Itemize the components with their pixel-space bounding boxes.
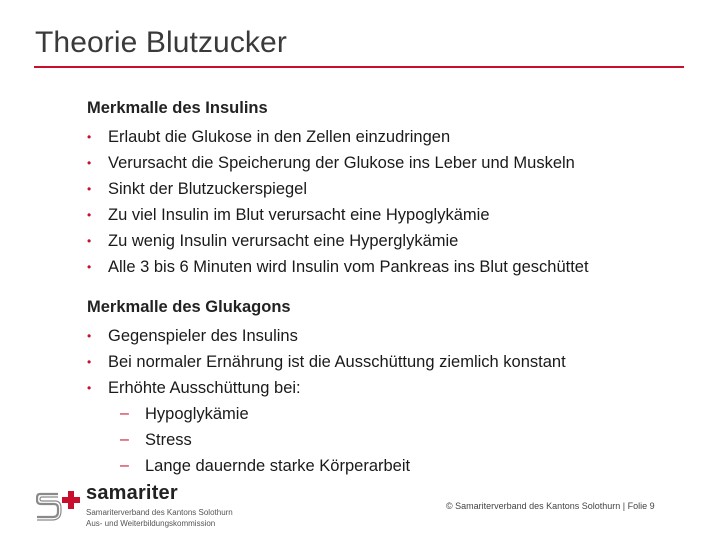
list-item [87, 375, 566, 479]
sub-list-item-text: Hypoglykämie [145, 405, 249, 423]
list-item-text: Zu viel Insulin im Blut verursacht eine Hypoglykämie [108, 206, 490, 224]
sub-list-item-text: Stress [145, 431, 192, 449]
list-item [87, 202, 589, 228]
list-item-text: Alle 3 bis 6 Minuten wird Insulin vom Pankreas ins Blut geschüttet [108, 258, 589, 276]
bullet-icon: • [87, 329, 92, 343]
slide-title: Theorie Blutzucker [35, 26, 287, 59]
section-heading-insulin: Merkmalle des Insulins [87, 99, 268, 117]
bullet-icon: • [87, 355, 92, 369]
dash-icon: – [120, 457, 129, 474]
list-item-text: Sinkt der Blutzuckerspiegel [108, 180, 308, 198]
bullet-icon: • [87, 260, 92, 274]
sub-list-item-text: Lange dauernde starke Körperarbeit [145, 457, 411, 475]
bullet-icon: • [87, 234, 92, 248]
list-item-text: Verursacht die Speicherung der Glukose ins Leber und Muskeln [108, 154, 575, 172]
list-item [87, 150, 589, 176]
list-item [87, 228, 589, 254]
list-item [87, 323, 566, 349]
list-item-text: Erlaubt die Glukose in den Zellen einzudringen [108, 128, 451, 146]
bullet-icon: • [87, 130, 92, 144]
section-heading-glukagon: Merkmalle des Glukagons [87, 298, 291, 316]
logo-wordmark: samariter [86, 482, 178, 504]
dash-icon: – [120, 405, 129, 422]
samariter-logo-icon [36, 488, 84, 522]
bullet-icon: • [87, 208, 92, 222]
insulin-list [87, 124, 589, 280]
list-item [87, 349, 566, 375]
list-item-text: Zu wenig Insulin verursacht eine Hyperglykämie [108, 232, 459, 250]
sub-list-item [108, 453, 566, 479]
glukagon-list [87, 323, 566, 479]
list-item-text: Gegenspieler des Insulins [108, 327, 298, 345]
bullet-icon: • [87, 182, 92, 196]
sub-list-item [108, 427, 566, 453]
list-item-text: Bei normaler Ernährung ist die Ausschüttung ziemlich konstant [108, 353, 566, 371]
sub-list-item [108, 401, 566, 427]
bullet-icon: • [87, 156, 92, 170]
sub-list [108, 401, 566, 479]
logo-subtitle-2: Aus- und Weiterbildungskommission [86, 519, 216, 528]
logo-subtitle-1: Samariterverband des Kantons Solothurn [86, 508, 233, 517]
list-item-text: Erhöhte Ausschüttung bei: [108, 379, 301, 397]
list-item [87, 254, 589, 280]
samariter-logo [36, 482, 233, 534]
title-rule [34, 66, 684, 68]
list-item [87, 176, 589, 202]
bullet-icon: • [87, 381, 92, 395]
dash-icon: – [120, 431, 129, 448]
list-item [87, 124, 589, 150]
footer-text: © Samariterverband des Kantons Solothurn | Folie 9 [446, 501, 655, 511]
